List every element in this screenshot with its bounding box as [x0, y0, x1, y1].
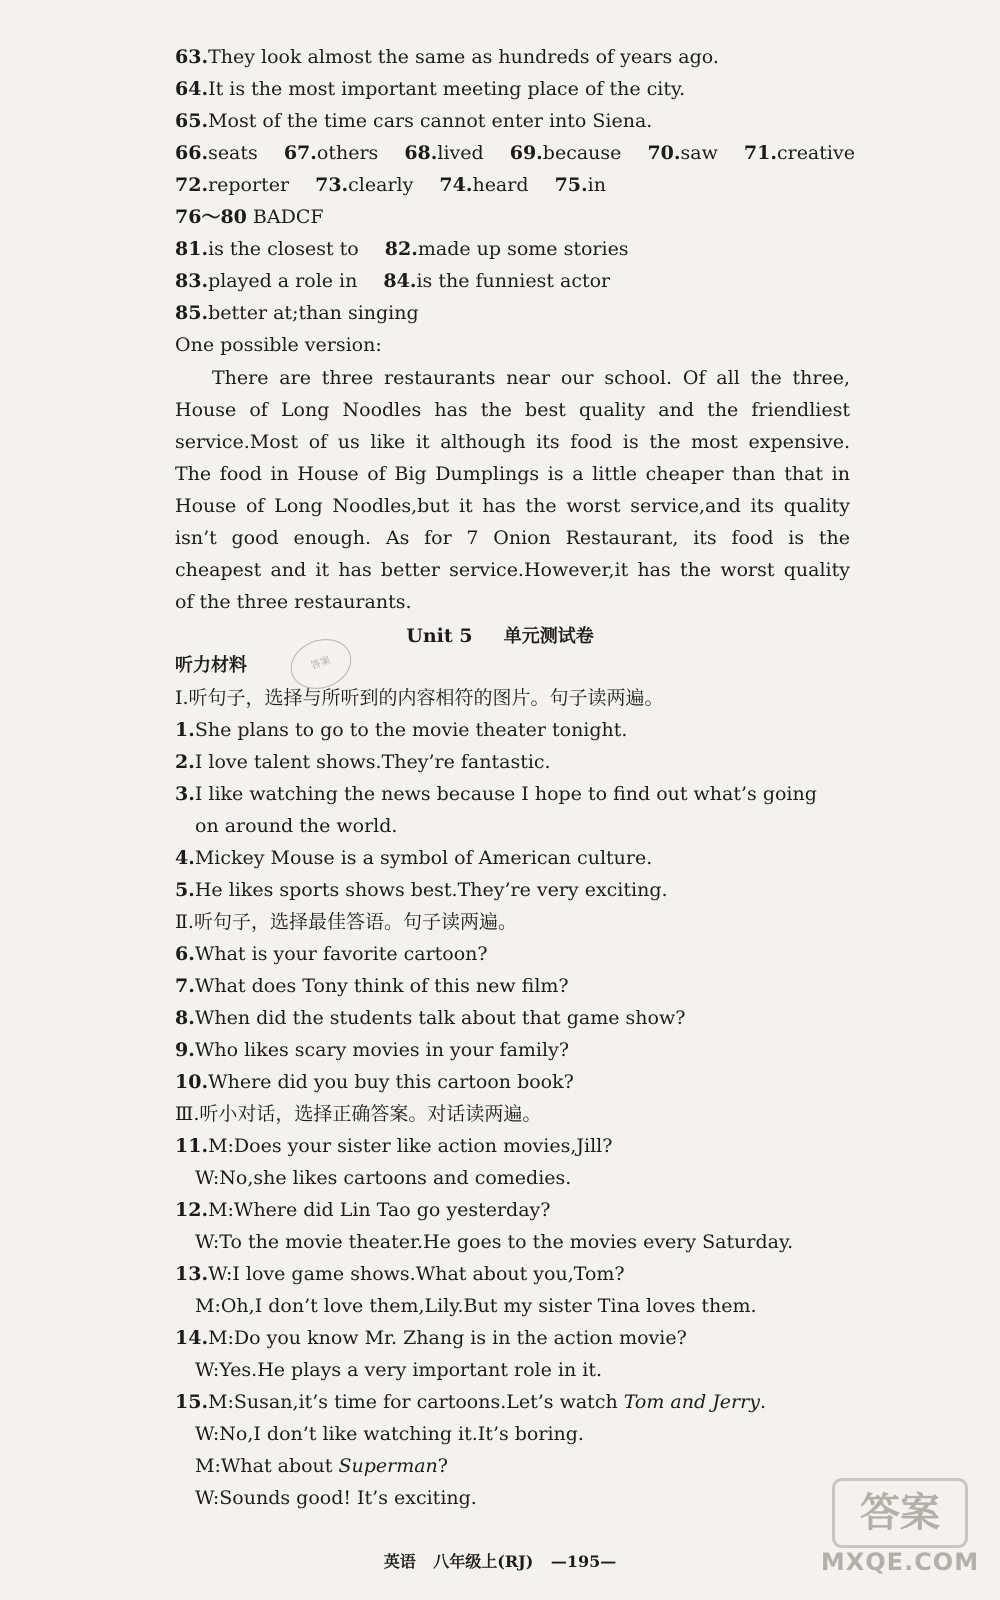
watermark-logo: 答案	[832, 1478, 968, 1548]
question-3: 3.I like watching the news because I hope to find out what’s going	[175, 783, 817, 805]
question-2: 2.I love talent shows.They’re fantastic.	[175, 751, 551, 773]
answer-row-66-71: 66.seats 67.others 68.lived 69.because 70.saw 71.creative	[175, 142, 855, 164]
question-4: 4.Mickey Mouse is a symbol of American culture.	[175, 847, 653, 869]
question-7: 7.What does Tony think of this new film?	[175, 975, 569, 997]
question-11-reply: W:No,she likes cartoons and comedies.	[195, 1167, 572, 1189]
essay-line: service.Most of us like it although its food is the most expensive.	[175, 431, 850, 453]
essay-line: The food in House of Big Dumplings is a little cheaper than that in	[175, 463, 850, 485]
section-2-instruction: Ⅱ.听句子，选择最佳答语。句子读两遍。	[175, 911, 517, 933]
answer-row-72-75: 72.reporter 73.clearly 74.heard 75.in	[175, 174, 606, 196]
question-1: 1.She plans to go to the movie theater tonight.	[175, 719, 628, 741]
essay-line: of the three restaurants.	[175, 591, 412, 613]
question-14-reply: W:Yes.He plays a very important role in it.	[195, 1359, 602, 1381]
question-13: 13.W:I love game shows.What about you,Tom?	[175, 1263, 625, 1285]
essay-intro: One possible version:	[175, 334, 382, 356]
question-3-continued: on around the world.	[195, 815, 398, 837]
question-14: 14.M:Do you know Mr. Zhang is in the action movie?	[175, 1327, 687, 1349]
essay-line: House of Long Noodles has the best quality and the friendliest	[175, 399, 850, 421]
essay-line: There are three restaurants near our school. Of all the three,	[212, 367, 850, 389]
answer-63: 63.They look almost the same as hundreds of years ago.	[175, 46, 719, 68]
essay-line: House of Long Noodles,but it has the worst service,and its quality	[175, 495, 850, 517]
answer-64: 64.It is the most important meeting place of the city.	[175, 78, 686, 100]
essay-line: isn’t good enough. As for 7 Onion Restaurant, its food is the	[175, 527, 850, 549]
question-5: 5.He likes sports shows best.They’re very exciting.	[175, 879, 668, 901]
answer-65: 65.Most of the time cars cannot enter into Siena.	[175, 110, 653, 132]
stamp-mark: 答案	[284, 631, 359, 697]
question-15-reply-3: W:Sounds good! It’s exciting.	[195, 1487, 477, 1509]
question-12-reply: W:To the movie theater.He goes to the movies every Saturday.	[195, 1231, 794, 1253]
answer-row-81-82: 81.is the closest to 82.made up some stories	[175, 238, 629, 260]
footer-grade: 八年级上(RJ)	[433, 1552, 534, 1571]
question-15-reply-2: M:What about Superman?	[195, 1455, 448, 1477]
footer-subject: 英语	[383, 1552, 416, 1571]
unit-label: Unit 5	[406, 625, 473, 647]
question-13-reply: M:Oh,I don’t love them,Lily.But my sister Tina loves them.	[195, 1295, 757, 1317]
section-1-instruction: Ⅰ.听句子，选择与所听到的内容相符的图片。句子读两遍。	[175, 687, 664, 709]
essay-line: cheapest and it has better service.However,it has the worst quality	[175, 559, 850, 581]
answer-76-80: 76～80 BADCF	[175, 206, 324, 228]
question-12: 12.M:Where did Lin Tao go yesterday?	[175, 1199, 551, 1221]
site-watermark	[820, 1478, 980, 1588]
question-8: 8.When did the students talk about that game show?	[175, 1007, 686, 1029]
listening-heading: 听力材料	[175, 655, 247, 676]
section-3-instruction: Ⅲ.听小对话，选择正确答案。对话读两遍。	[175, 1103, 542, 1125]
question-15-reply-1: W:No,I don’t like watching it.It’s boring.	[195, 1423, 584, 1445]
cartoon-title: Superman	[338, 1455, 438, 1477]
question-9: 9.Who likes scary movies in your family?	[175, 1039, 569, 1061]
answer-row-83-84: 83.played a role in 84.is the funniest actor	[175, 270, 611, 292]
question-11: 11.M:Does your sister like action movies,Jill?	[175, 1135, 613, 1157]
unit-title	[0, 622, 1000, 648]
unit-name: 单元测试卷	[503, 626, 594, 647]
watermark-text: MXQE.COM	[820, 1548, 980, 1576]
answer-85: 85.better at;than singing	[175, 302, 419, 324]
question-15: 15.M:Susan,it’s time for cartoons.Let’s watch Tom and Jerry.	[175, 1391, 767, 1413]
question-10: 10.Where did you buy this cartoon book?	[175, 1071, 574, 1093]
page-number: —195—	[550, 1552, 617, 1571]
question-6: 6.What is your favorite cartoon?	[175, 943, 488, 965]
cartoon-title: Tom and Jerry	[623, 1391, 760, 1413]
